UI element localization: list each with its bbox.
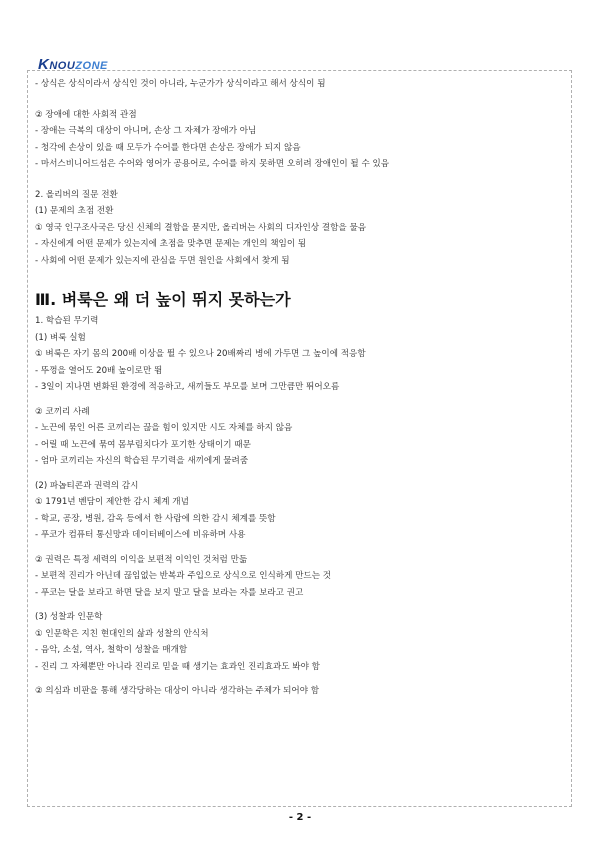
text-line: - 보편적 진리가 아닌데 끊임없는 반복과 주입으로 상식으로 인식하게 만드는 것 xyxy=(35,571,332,581)
subsection-heading: (1) 벼룩 실험 xyxy=(35,332,86,343)
text-line: - 자신에게 어떤 문제가 있는지에 초점을 맞추면 문제는 개인의 책임이 됨 xyxy=(35,239,307,249)
subsection-heading: ② 코끼리 사례 xyxy=(35,406,90,417)
text-line: - 학교, 공장, 병원, 감옥 등에서 한 사람에 의한 감시 체계를 뜻함 xyxy=(35,513,276,524)
text-line: ② 의심과 비판을 통해 생각당하는 대상이 아니라 생각하는 주체가 되어야 함 xyxy=(35,686,320,696)
text-line: ① 영국 인구조사국은 당신 신체의 결함을 묻지만, 올리버는 사회의 디자인상 결함을 물음 xyxy=(35,222,367,233)
text-line: - 장애는 극복의 대상이 아니며, 손상 그 자체가 장애가 아님 xyxy=(35,126,257,136)
document-body xyxy=(35,78,565,702)
text-line: - 음악, 소설, 역사, 철학이 성찰을 매개함 xyxy=(35,645,188,655)
logo-nou: NOU xyxy=(49,60,76,72)
text-line: ① 1791년 벤담이 제안한 감시 체계 개념 xyxy=(35,497,189,507)
subsection-heading: ② 장애에 대한 사회적 관점 xyxy=(35,109,137,120)
text-line: - 뚜껑을 열어도 20배 높이로만 뜀 xyxy=(35,365,163,376)
subsection-heading: ② 권력은 특정 세력의 이익을 보편적 이익인 것처럼 만듦 xyxy=(35,554,248,565)
logo-k: K xyxy=(38,56,50,73)
subsection-heading: (2) 파놉티콘과 권력의 감시 xyxy=(35,480,139,491)
text-line: - 푸코가 컴퓨터 통신망과 데이터베이스에 비유하며 사용 xyxy=(35,530,246,540)
text-line: - 엄마 코끼리는 자신의 학습된 무기력을 새끼에게 물려줌 xyxy=(35,456,249,466)
text-line: - 3일이 지나면 변화된 환경에 적응하고, 새끼들도 부모를 보며 그만큼만 뛰어오름 xyxy=(35,382,340,392)
text-line: - 푸코는 달을 보라고 하면 달을 보지 말고 달을 보라는 자를 보라고 권고 xyxy=(35,587,304,598)
text-line: - 사회에 어떤 문제가 있는지에 관심을 두면 원인을 사회에서 찾게 됨 xyxy=(35,255,290,266)
subsection-heading: (1) 문제의 초점 전환 xyxy=(35,206,114,216)
chapter-title: Ⅲ. 벼룩은 왜 더 높이 뛰지 못하는가 xyxy=(35,290,291,309)
section-heading: 1. 학습된 무기력 xyxy=(35,316,99,326)
text-line: - 진리 그 자체뿐만 아니라 진리로 믿을 때 생기는 효과인 진리효과도 봐야 함 xyxy=(35,661,320,672)
text-line: - 청각에 손상이 있을 때 모두가 수어를 한다면 손상은 장애가 되지 않음 xyxy=(35,142,301,153)
text-line: - 어릴 때 노끈에 묶여 몸부림치다가 포기한 상태이기 때문 xyxy=(35,439,251,450)
subsection-heading: (3) 성찰과 인문학 xyxy=(35,612,103,622)
section-heading: 2. 올리버의 질문 전환 xyxy=(35,189,118,200)
text-line: - 노끈에 묶인 어른 코끼리는 끊을 힘이 있지만 시도 자체를 하지 않음 xyxy=(35,423,293,433)
page-number: - 2 - xyxy=(288,812,312,823)
text-line: - 마서스비니어드섬은 수어와 영어가 공용어로, 수어를 하지 못하면 오히려 장애인이 될 수 있음 xyxy=(35,159,390,169)
text-line: - 상식은 상식이라서 상식인 것이 아니라, 누군가가 상식이라고 해서 상식이 됨 xyxy=(35,79,326,89)
text-line: ① 벼룩은 자기 몸의 200배 이상을 뛸 수 있으나 20배짜리 병에 가두면 그 높이에 적응함 xyxy=(35,349,366,359)
text-line: ① 인문학은 지친 현대인의 삶과 성찰의 안식처 xyxy=(35,628,209,639)
logo-zone: ZONE xyxy=(75,60,108,72)
